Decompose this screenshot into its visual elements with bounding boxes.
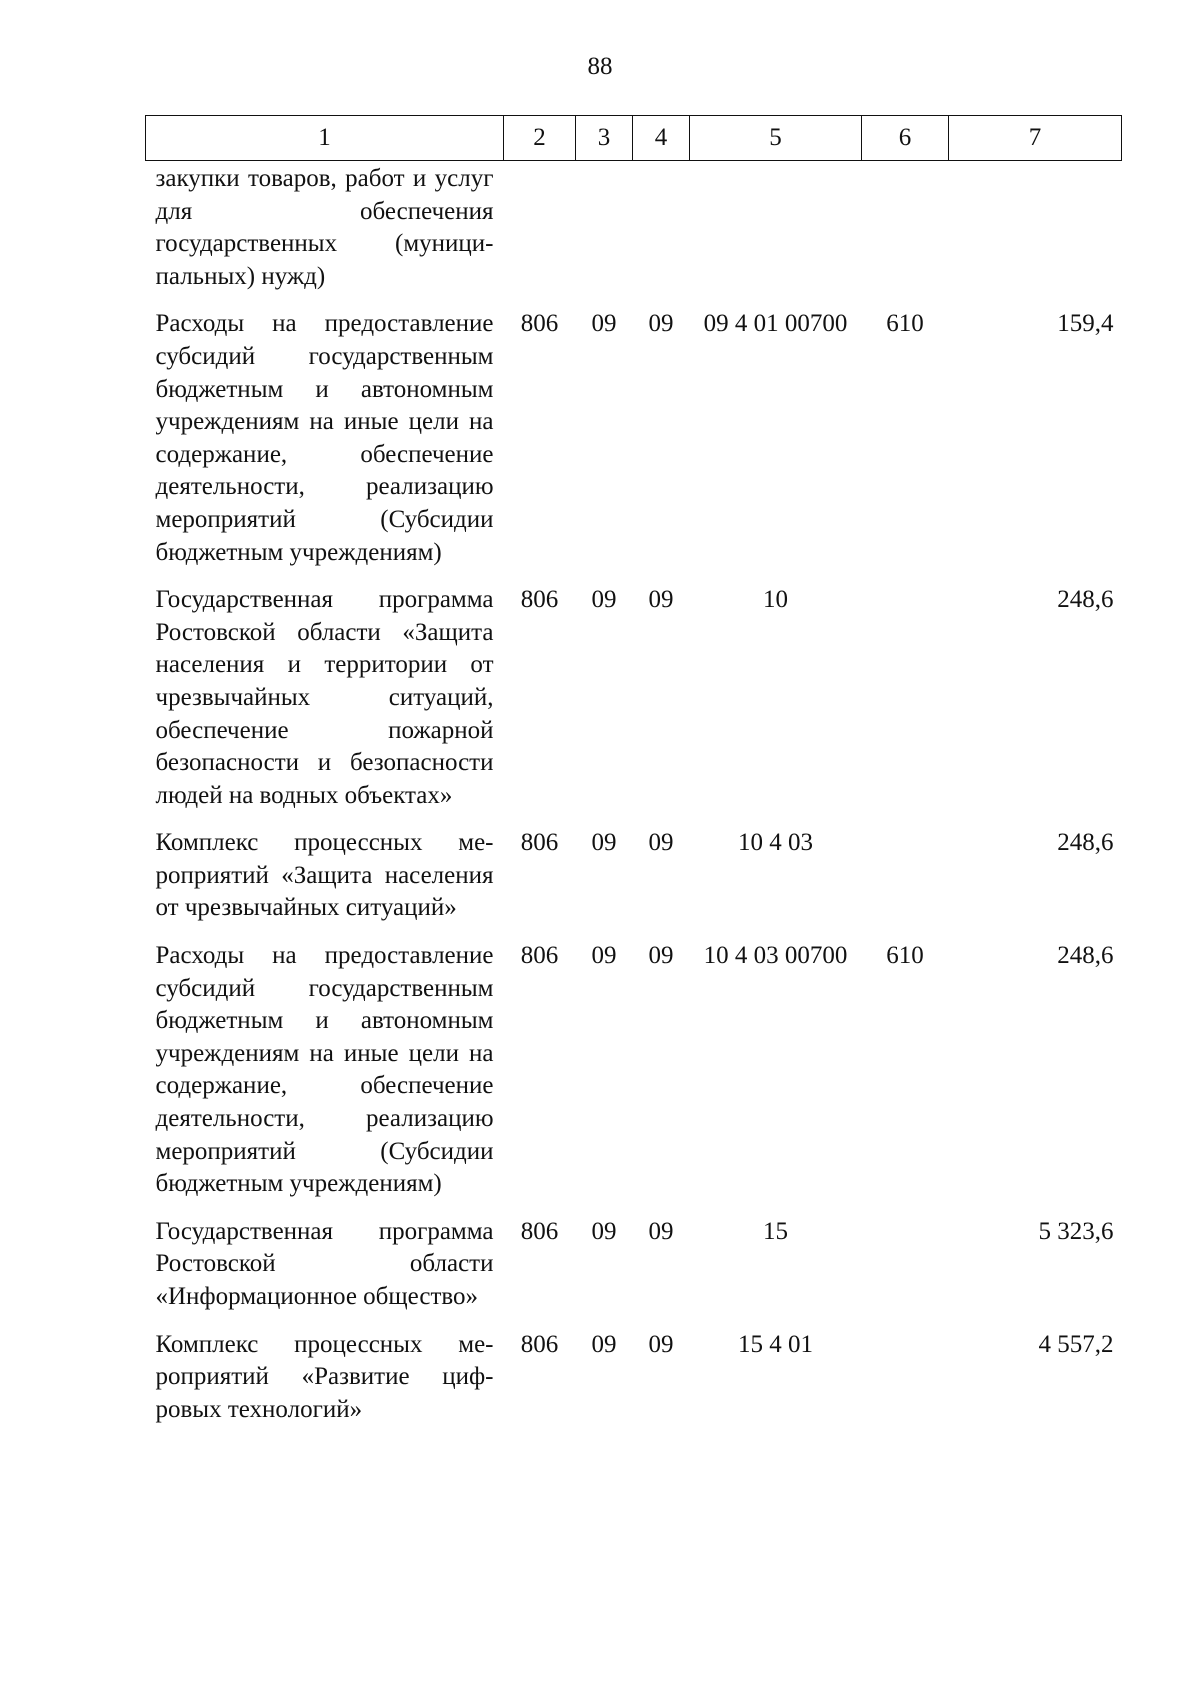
table-row — [146, 1329, 1122, 1442]
table-header — [146, 116, 1122, 161]
row-description: Комплекс процессных мероприятий «Развитие цифровых технологий» — [155, 1330, 494, 1423]
column-header: 3 — [576, 116, 633, 161]
cell-code-5: 10 4 03 00700 — [703, 942, 848, 970]
cell-amount: 248,6 — [1057, 586, 1114, 614]
cell-code-5: 15 4 01 — [738, 1330, 813, 1358]
page-number: 88 — [587, 53, 613, 80]
cell-code-6 — [862, 584, 949, 827]
cell-code-3: 09 — [591, 942, 617, 970]
cell-code-2: 806 — [520, 829, 559, 857]
cell-code-5: 09 4 01 00700 — [703, 310, 848, 338]
table-row — [146, 1216, 1122, 1329]
cell-code-3: 09 — [591, 586, 617, 614]
cell-code-3: 09 — [591, 1217, 617, 1245]
cell-code-6 — [862, 161, 949, 309]
cell-code-3: 09 — [591, 310, 617, 338]
cell-amount: 5 323,6 — [1038, 1217, 1114, 1245]
cell-code-5: 10 — [763, 586, 788, 614]
table-row — [146, 161, 1122, 309]
cell-code-2 — [504, 161, 576, 309]
cell-code-4: 09 — [648, 942, 674, 970]
cell-code-6: 610 — [886, 942, 924, 970]
row-description: Государственная программа Ростовской области «Информационное общество» — [155, 1217, 494, 1310]
row-description: Государственная программа Ростовской области «Защита населения и территории от чрезвычайных ситуаций, обеспечение пожарной безопасности и безопасности людей на водных объектах» — [155, 586, 494, 809]
budget-table — [145, 115, 1122, 1441]
cell-code-6: 610 — [886, 310, 924, 338]
table-row — [146, 308, 1122, 584]
cell-code-2: 806 — [520, 1217, 559, 1245]
cell-code-4: 09 — [648, 1330, 674, 1358]
cell-code-4: 09 — [648, 829, 674, 857]
cell-code-3: 09 — [591, 829, 617, 857]
column-header: 1 — [146, 116, 504, 161]
cell-code-2: 806 — [520, 942, 559, 970]
cell-amount: 248,6 — [1057, 942, 1114, 970]
cell-code-3 — [576, 161, 633, 309]
header-row — [146, 116, 1122, 161]
column-header: 4 — [633, 116, 690, 161]
table-row — [146, 584, 1122, 827]
column-header: 2 — [504, 116, 576, 161]
cell-code-4 — [633, 161, 690, 309]
cell-code-2: 806 — [520, 586, 559, 614]
cell-code-6 — [862, 827, 949, 940]
column-header: 6 — [862, 116, 949, 161]
cell-amount — [949, 161, 1122, 309]
table-row — [146, 940, 1122, 1216]
cell-code-5 — [690, 161, 862, 309]
column-header: 7 — [949, 116, 1122, 161]
cell-code-5: 10 4 03 — [738, 829, 813, 857]
cell-code-4: 09 — [648, 310, 674, 338]
cell-code-4: 09 — [648, 1217, 674, 1245]
row-description: Расходы на предоставление субсидий государственным бюджетным и автономным учреждениям на иные цели на содержание, обеспечение деятельности, реализацию мероприятий (Субсидии бюджетным учреждениям) — [155, 310, 494, 566]
column-header: 5 — [690, 116, 862, 161]
cell-amount: 4 557,2 — [1038, 1330, 1114, 1358]
cell-code-2: 806 — [520, 310, 559, 338]
row-description: Расходы на предоставление субсидий государственным бюджетным и автономным учреждениям на иные цели на содержание, обеспечение деятельности, реализацию мероприятий (Субсидии бюджетным учреждениям) — [155, 942, 494, 1198]
cell-code-6 — [862, 1216, 949, 1329]
cell-code-4: 09 — [648, 586, 674, 614]
cell-amount: 248,6 — [1057, 829, 1114, 857]
cell-code-2: 806 — [520, 1330, 559, 1358]
cell-code-5: 15 — [763, 1217, 788, 1245]
cell-code-3: 09 — [591, 1330, 617, 1358]
row-description: Комплекс процессных мероприятий «Защита населения от чрезвычайных ситуаций» — [155, 829, 494, 922]
row-description: закупки товаров, работ и услуг для обеспечения государственных (муниципальных) нужд) — [155, 165, 494, 290]
cell-code-6 — [862, 1329, 949, 1442]
table-body — [146, 161, 1122, 1442]
table-row — [146, 827, 1122, 940]
cell-amount: 159,4 — [1057, 310, 1114, 338]
